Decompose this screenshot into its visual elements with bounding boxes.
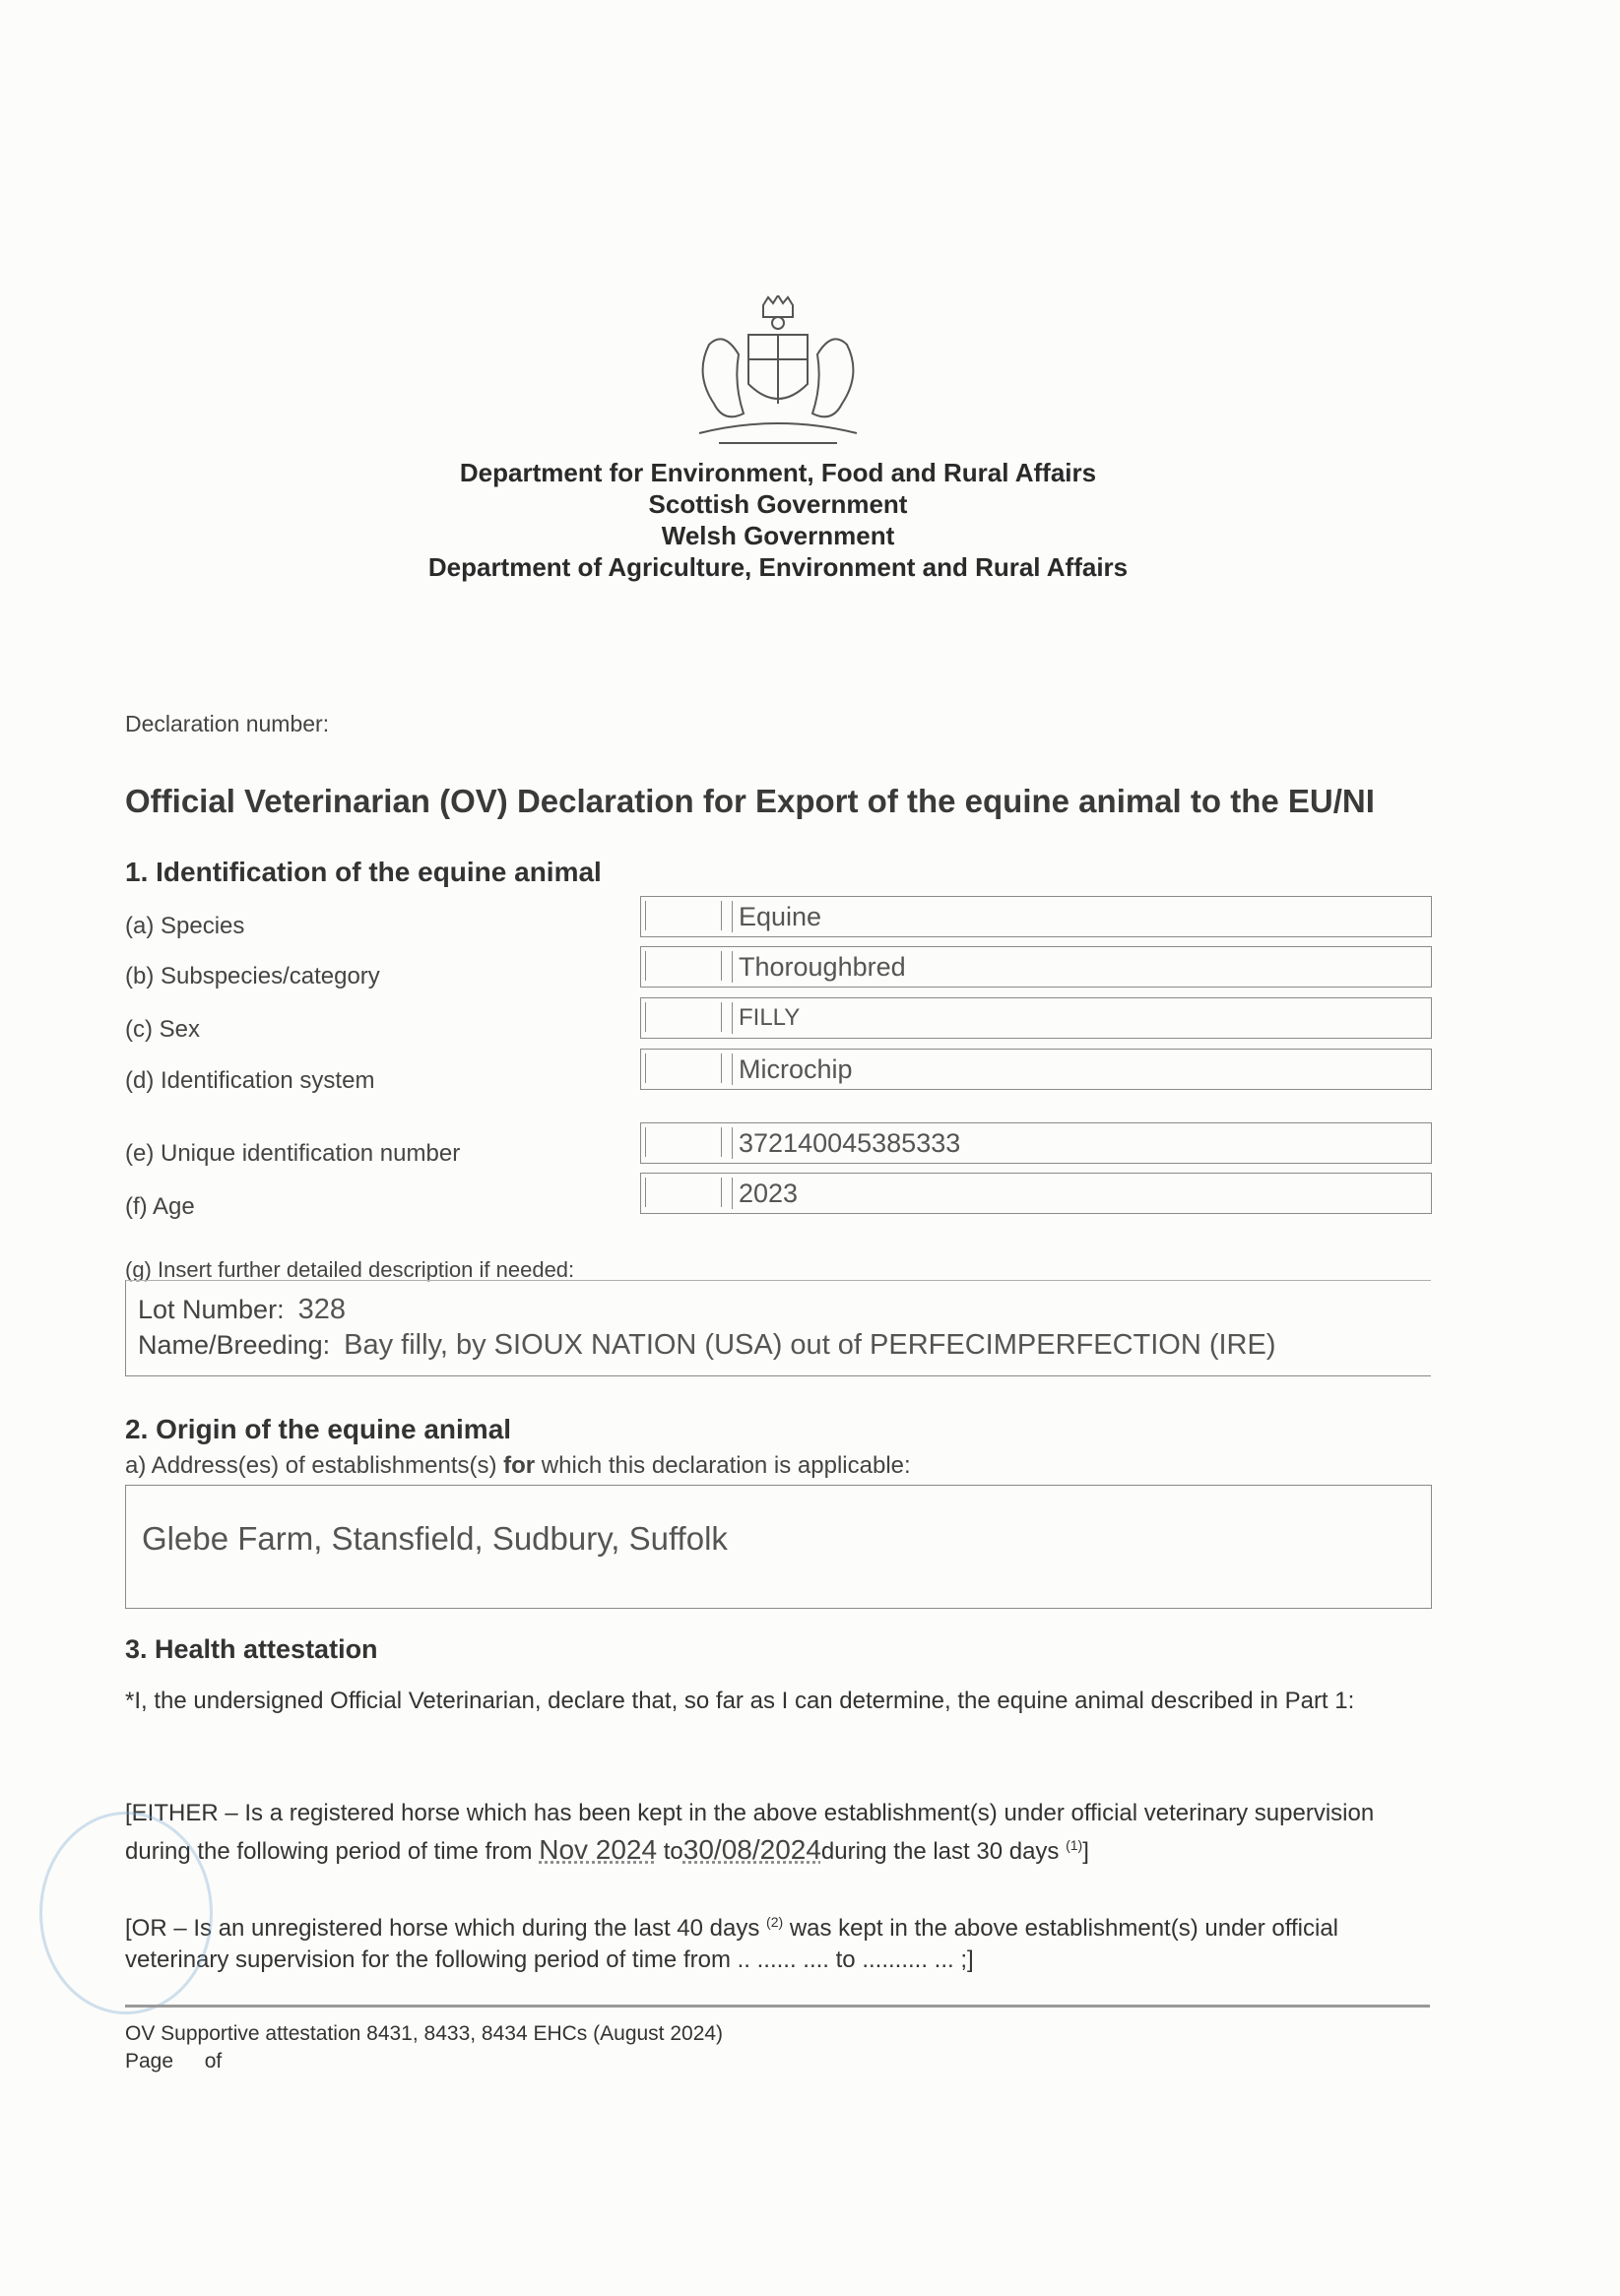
age-label: (f) Age — [125, 1193, 195, 1220]
name-breeding-value: Bay filly, by SIOUX NATION (USA) out of PERFECIMPERFECTION (IRE) — [344, 1329, 1276, 1361]
uid-value: 372140045385333 — [732, 1127, 960, 1159]
address-instruction-pre: a) Address(es) of establishments(s) — [125, 1452, 504, 1479]
either-text: [EITHER – Is a registered horse which has been kept in the above establishment(s) under official veterinary supervision during the following period of time from — [125, 1800, 1375, 1865]
dept-line-3: Welsh Government — [661, 521, 895, 550]
id-system-label: (d) Identification system — [125, 1067, 375, 1094]
section-3-heading: 3. Health attestation — [125, 1634, 378, 1664]
id-system-field — [640, 1049, 1432, 1090]
either-close-bracket: ] — [1082, 1838, 1089, 1865]
lot-number-label: Lot Number: — [138, 1295, 285, 1324]
uid-field — [640, 1122, 1432, 1164]
declaration-number-label: Declaration number: — [125, 711, 330, 736]
sex-label: (c) Sex — [125, 1016, 201, 1043]
address-value: Glebe Farm, Stansfield, Sudbury, Suffolk — [142, 1520, 728, 1557]
address-instruction — [125, 1452, 911, 1480]
name-breeding-line — [138, 1329, 1276, 1362]
section-1-heading: 1. Identification of the equine animal — [125, 857, 602, 887]
dept-line-1: Department for Environment, Food and Rural Affairs — [459, 458, 1097, 487]
section-2-heading: 2. Origin of the equine animal — [125, 1414, 512, 1444]
page-label: Page — [125, 2050, 174, 2073]
official-stamp — [39, 1812, 213, 2014]
species-label: (a) Species — [125, 913, 245, 939]
either-from-date: Nov 2024 — [539, 1834, 658, 1865]
or-footnote-ref: (2) — [766, 1914, 784, 1930]
attestation-intro: *I, the undersigned Official Veterinarian, declare that, so far as I can determine, the equine animal described in Part 1: — [125, 1688, 1355, 1714]
document-title: Official Veterinarian (OV) Declaration for Export of the equine animal to the EU/NI — [125, 783, 1375, 819]
uid-label: (e) Unique identification number — [125, 1140, 461, 1167]
name-breeding-label: Name/Breeding: — [138, 1330, 331, 1360]
address-instruction-bold: for — [503, 1452, 536, 1479]
sex-value: FILLY — [732, 1002, 800, 1034]
subspecies-field — [640, 946, 1432, 988]
or-text: [OR – Is an unregistered horse which during the last 40 days — [125, 1915, 767, 1942]
either-to-date: 30/08/2024 — [682, 1834, 821, 1865]
of-label: of — [204, 2050, 223, 2073]
lot-number-line — [138, 1294, 346, 1326]
subspecies-value: Thoroughbred — [732, 951, 906, 983]
either-text-end: during the last 30 days — [820, 1838, 1067, 1865]
footer-rule — [125, 2005, 1430, 2008]
footer-attestation: OV Supportive attestation 8431, 8433, 8434 EHCs (August 2024) — [125, 2022, 724, 2045]
species-value: Equine — [732, 901, 821, 932]
address-instruction-post: which this declaration is applicable: — [535, 1452, 911, 1479]
subspecies-label: (b) Subspecies/category — [125, 963, 380, 989]
royal-coat-of-arms-icon — [680, 295, 876, 453]
or-text-end: was kept in the above establishment(s) under official veterinary supervision for the following period of time from .. ...... .... to .......... ... ;] — [125, 1915, 1339, 1973]
dept-line-2: Scottish Government — [648, 489, 908, 519]
sex-field — [640, 997, 1432, 1039]
lot-number-value: 328 — [297, 1294, 346, 1325]
id-system-value: Microchip — [732, 1053, 853, 1085]
either-clause — [125, 1798, 1430, 1868]
footer-page — [125, 2050, 222, 2073]
age-value: 2023 — [732, 1178, 798, 1209]
dept-line-4: Department of Agriculture, Environment and Rural Affairs — [427, 552, 1129, 582]
species-field — [640, 896, 1432, 937]
either-footnote-ref: (1) — [1066, 1837, 1083, 1853]
or-clause — [125, 1906, 1430, 1976]
further-description-label: (g) Insert further detailed description if needed: — [125, 1257, 575, 1282]
either-to-word: to — [657, 1838, 683, 1865]
age-field — [640, 1173, 1432, 1214]
